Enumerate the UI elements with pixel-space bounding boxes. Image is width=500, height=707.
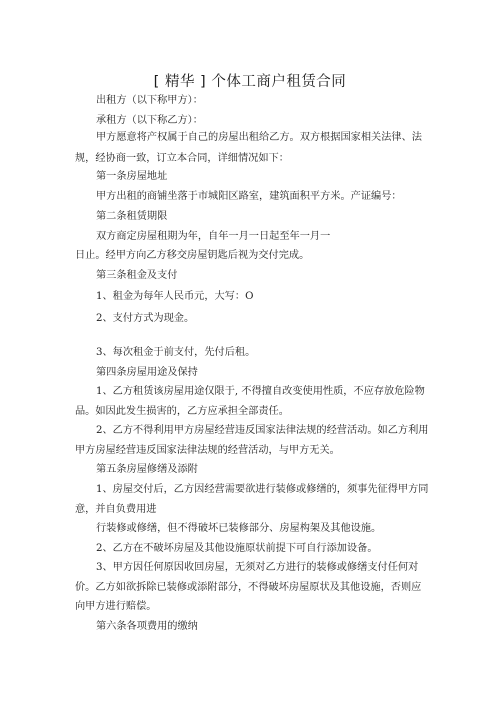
text-line: 规，经协商一致，订立本合同，详细情况如下：	[75, 153, 289, 164]
text-line: 3、甲方因任何原因收回房屋，无须对乙方进行的装修或修缮支付任何对	[96, 562, 419, 573]
text-line: 双方商定房屋租期为年，自年一月一日起至年一月一	[96, 231, 331, 242]
section-heading: 第四条房屋用途及保持	[96, 367, 198, 378]
text-line: 2、乙方不得利用甲方房屋经营违反国家法律法规的经营活动。如乙方利用	[96, 425, 429, 436]
text-line-lessee: 承租方（以下称乙方）：	[96, 115, 203, 126]
document-title: [ 精华 ] 个体工商户租赁合同	[153, 74, 347, 90]
text-line: 价。乙方如欲拆除已装修或添附部分，不得破坏房屋原状及其他设施，否则应	[75, 582, 422, 593]
text-line: 行装修或修缮，但不得破坏已装修部分、房屋构架及其他设施。	[96, 523, 382, 534]
text-line: 甲方房屋经营违反国家法律法规的经营活动，与甲方无关。	[75, 445, 340, 456]
section-heading: 第一条房屋地址	[96, 171, 168, 182]
text-line: 甲方出租的商铺坐落于市城阳区路室，建筑面积平方米。产证编号：	[96, 191, 402, 202]
text-line: 品。如因此发生损害的，乙方应承担全部责任。	[75, 406, 289, 417]
section-heading: 第六条各项费用的缴纳	[96, 621, 198, 632]
text-line: 2、支付方式为现金。	[96, 313, 195, 324]
text-line: 2、乙方在不破坏房屋及其他设施原状前提下可自行添加设备。	[96, 543, 378, 554]
text-line: 1、租金为每年人民币元，大写：O	[96, 291, 254, 302]
text-line: 意，并自负费用进	[75, 504, 157, 515]
section-heading: 第五条房屋修缮及添附	[96, 464, 198, 475]
text-line: 甲方愿意将产权属于自己的房屋出租给乙方。双方根据国家相关法律、法	[96, 132, 422, 143]
section-heading: 第二条租赁期限	[96, 211, 168, 222]
text-line: 1、房屋交付后，乙方因经营需要欲进行装修或修缮的，须事先征得甲方同	[96, 484, 429, 495]
text-line: 1、乙方租赁该房屋用途仅限于, 不得擅自改变使用性质，不应存放危险物	[96, 386, 425, 397]
text-line-lessor: 出租方（以下称甲方）：	[96, 95, 203, 106]
section-heading: 第三条租金及支付	[96, 270, 178, 281]
text-line: 日止。经甲方向乙方移交房屋钥匙后视为交付完成。	[75, 250, 310, 261]
text-line: 向甲方进行赔偿。	[75, 601, 157, 612]
text-line: 3、每次租金于前支付，先付后租。	[96, 347, 256, 358]
